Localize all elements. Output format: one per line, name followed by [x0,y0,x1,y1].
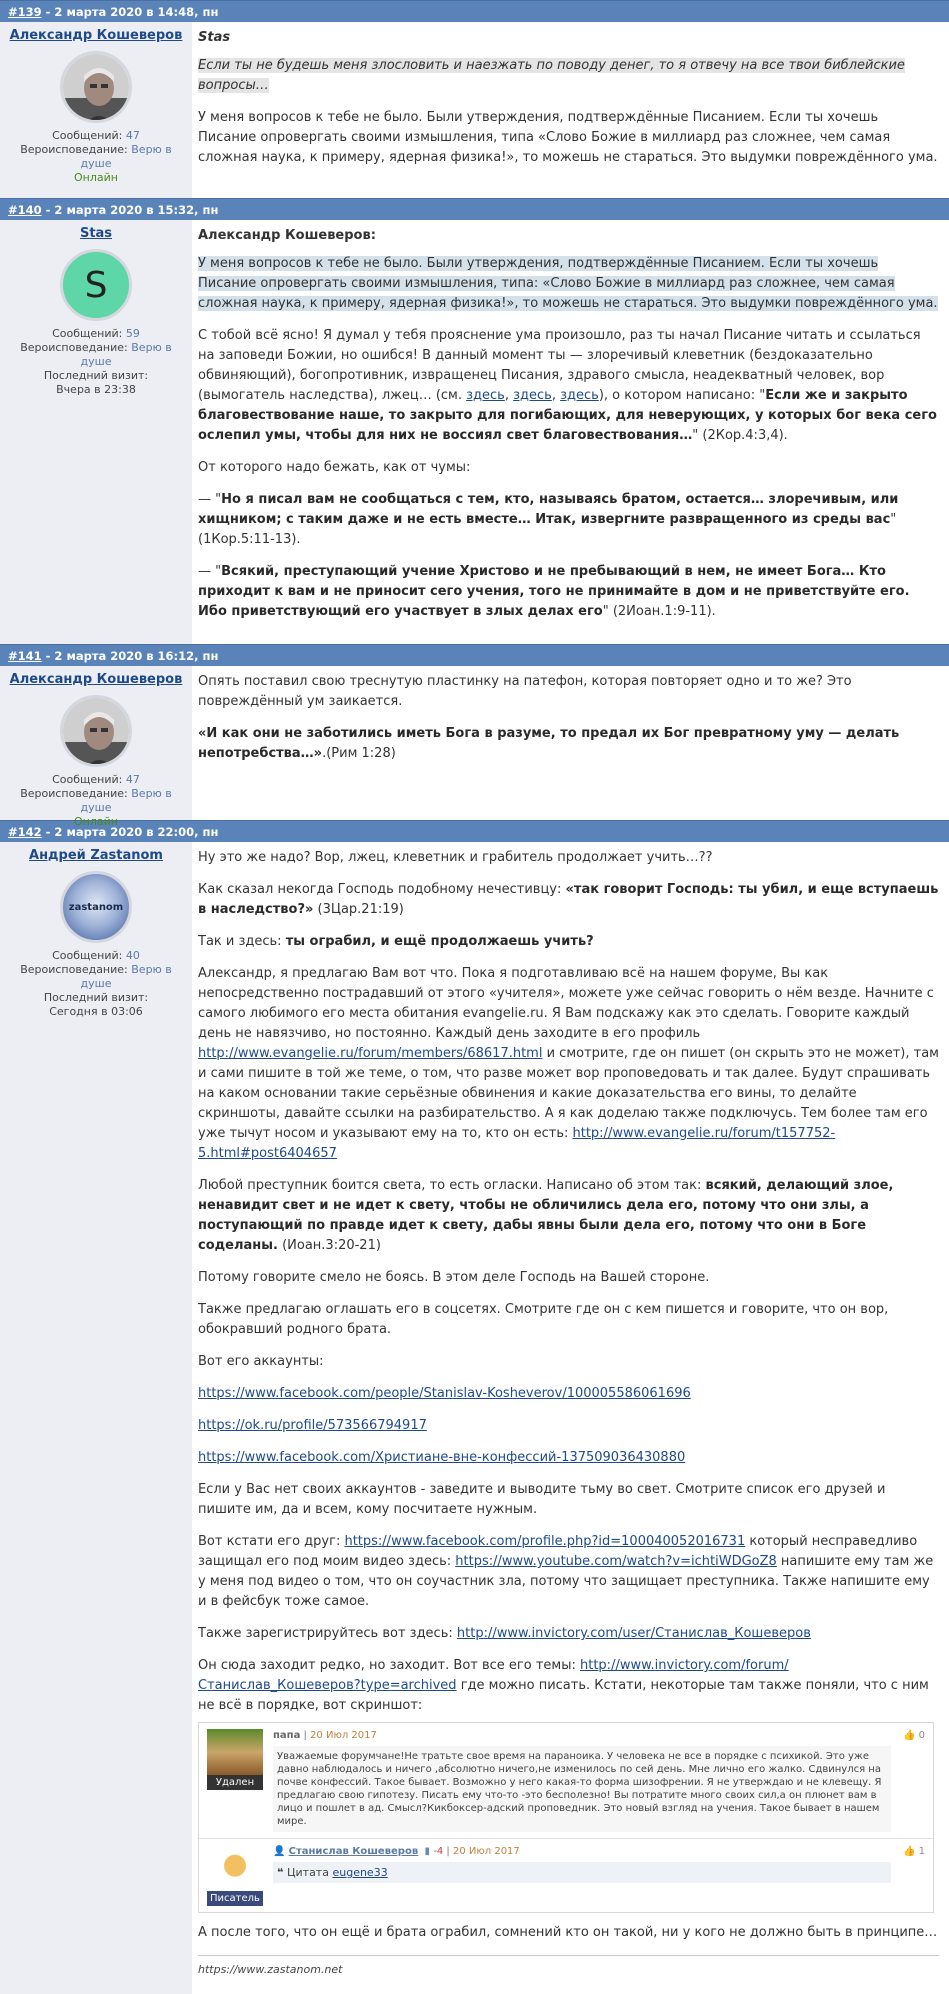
friend-profile-link[interactable]: https://www.facebook.com/profile.php?id=100040052016731 [344,1534,746,1549]
post-paragraph: — "Но я писал вам не сообщаться с тем, кто, называясь братом, остается… злоречивым, или хищником; с таким даже и не есть вместе… Итак, извергните развращенного из среды вас" (1Кор.5:11-13). [198,492,899,547]
messages-count: 47 [125,773,140,786]
post-content [192,842,949,1994]
avatar[interactable] [60,871,132,943]
post [0,842,949,1994]
quote-icon: ❝ [277,1866,284,1879]
bear-avatar-icon [207,1729,263,1775]
post-paragraph: Любой преступник боится света, то есть огласки. Написано об этом так: всякий, делающий злое, ненавидит свет и не идет к свету, чтобы не обличились дела его, потому что они злы, а поступающий по правде идет к свету, дабы явны были дела его, потому что они в Боге соделаны. (Иоан.3:20-21) [198,1178,894,1253]
post-content [192,666,949,820]
screenshot-quote: ❝ Цитата eugene33 [273,1862,891,1883]
youtube-video-link[interactable]: https://www.youtube.com/watch?v=ichtiWDGoZ8 [455,1554,777,1569]
post-paragraph: А после того, что он ещё и брата ограбил, сомнений кто он такой, ни у кого не должно быть в принципе… [198,1925,938,1940]
here-link[interactable]: здесь [513,388,552,403]
thumb-up-icon: 👍 [902,1846,916,1857]
screenshot-avatar [207,1845,263,1906]
facebook-page-link[interactable]: https://www.facebook.com/Христиане-вне-конфессий-137509036430880 [198,1450,686,1465]
last-visit-value: Вчера в 23:38 [56,383,136,396]
user-tag: Писатель [207,1891,263,1906]
post-paragraph: Вот его аккаунты: [198,1354,324,1369]
post-paragraph: Потому говорите смело не боясь. В этом деле Господь на Вашей стороне. [198,1270,710,1285]
faith-label: Вероисповедание: [20,341,128,354]
post-paragraph: Как сказал некогда Господь подобному нечестивцу: «так говорит Господь: ты убил, и еще вступаешь в наследство?» (3Цар.21:19) [198,882,939,917]
faith-value: Верю в душе [80,341,172,368]
messages-label: Сообщений: [52,949,123,962]
messages-count: 40 [125,949,140,962]
post-header [0,644,949,666]
online-status: Онлайн [74,171,118,184]
screenshot-avatar [207,1729,263,1832]
post-content [192,220,949,644]
post-date: - 2 марта 2020 в 22:00, пн [41,825,219,839]
here-link[interactable]: здесь [560,388,599,403]
last-visit-label: Последний визит: [43,991,149,1004]
avatar[interactable] [60,695,132,767]
user-tag: Удален [207,1775,263,1790]
post-number-link[interactable]: #139 [8,5,42,19]
post-paragraph: Так и здесь: ты ограбил, и ещё продолжаешь учить? [198,934,594,949]
post-paragraph: Ну это же надо? Вор, лжец, клеветник и грабитель продолжает учить…?? [198,850,713,865]
screenshot-date: 20 Июл 2017 [452,1846,520,1857]
author-name-link[interactable]: Александр Кошеверов [9,28,183,43]
author-name-link[interactable]: Александр Кошеверов [9,672,183,687]
messages-label: Сообщений: [52,129,123,142]
post [0,22,949,198]
author-panel [0,842,192,1994]
author-panel [0,666,192,820]
post-paragraph: Также предлагаю оглашать его в соцсетях. Смотрите где он с кем пишется и говорите, что он вор, обокравший родного брата. [198,1302,889,1337]
messages-count: 47 [125,129,140,142]
faith-value: Верю в душе [80,963,172,990]
post-header [0,0,949,22]
post-paragraph: От которого надо бежать, как от чумы: [198,460,471,475]
author-panel [0,220,192,644]
screenshot-comment: Удален папа | 20 Июл 2017 Уважаемые форумчане!Не тратьте свое время на параноика. У человека не все в порядке с психикой. Это уже давно наблюдалось и ничего ,абсолютно ничего,не изменилось по сей день. Мне лично его жалко. Сдвинулся на почве конфессий. Такое бывает. Возможно у него какая-то форма шизофрении. Я не утверждаю и не клевещу. Я предлагаю свою гипотезу. Писать ему что-то -это бесполезно! Вы потратите много своих сил,а он плюнет вам в лицо и пошлет в ад. Смысл?Кикбоксер-адский проповедник. Это новый взгляд на учения. Такое бывает в нашем мире. 👍 0 [199,1723,933,1839]
post-paragraph: Вот кстати его друг: https://www.facebook.com/profile.php?id=100040052016731 который несправедливо защищал его под моим видео здесь: https://www.youtube.com/watch?v=ichtiWDGoZ8 напишите ему там же у меня под видео о том, что он соучастник зла, потому что защищает преступника. Также напишите ему и в фейсбук тоже самое. [198,1534,934,1609]
thumb-up-icon: 👍 [902,1730,916,1741]
screenshot-comment: Писатель 👤 Станислав Кошеверов ▮ -4 | 20 Июл 2017 ❝ Цитата eugene33 👍 1 [199,1839,933,1912]
evangelie-profile-link[interactable]: http://www.evangelie.ru/forum/members/68617.html [198,1046,543,1061]
faith-label: Вероисповедание: [20,787,128,800]
author-panel [0,22,192,198]
evangelie-thread-link[interactable]: http://www.evangelie.ru/forum/t157752-5.html#post6404657 [198,1126,836,1161]
facebook-account-link[interactable]: https://www.facebook.com/people/Stanislav-Kosheverov/100005586061696 [198,1386,691,1401]
signature: https://www.zastanom.net [198,1955,939,1980]
messages-count: 59 [125,327,140,340]
post-date: - 2 марта 2020 в 14:48, пн [41,5,219,19]
user-photo-icon [207,1845,263,1891]
faith-value: Верю в душе [80,787,172,814]
post-number-link[interactable]: #140 [8,203,42,217]
screenshot-nick-link[interactable]: Станислав Кошеверов [288,1846,419,1857]
embedded-screenshot [198,1722,934,1913]
post-paragraph: Опять поставил свою треснутую пластинку на патефон, которая повторяет одно и то же? Это повреждённый ум заикается. [198,674,852,709]
faith-value: Верю в душе [80,143,172,170]
post-paragraph: — "Всякий, преступающий учение Христово и не пребывающий в нем, не имеет Бога… Кто приходит к вам и не приносит сего учения, того не принимайте в дом и не приветствуйте его. Ибо приветствующий его участвует в злых делах его" (2Иоан.1:9-11). [198,564,910,619]
rating-icon: ▮ [424,1846,431,1857]
post-date: - 2 марта 2020 в 16:12, пн [41,649,219,663]
post [0,220,949,644]
avatar[interactable] [60,51,132,123]
post-paragraph: Александр, я предлагаю Вам вот что. Пока я подготавливаю всё на нашем форуме, Вы как непосредственно пострадавший от этого «учителя», можете уже сейчас говорить о нём везде. Начните с самого любимого его места обитания evangelie.ru. Я Вам подскажу как это сделать. Говорите каждый день не навязчиво, но постоянно. Каждый день заходите в его профиль http://www.evangelie.ru/forum/members/68617.html и смотрите, где он пишет (он скрыть это не может), там и сами пишите в той же теме, о том, что разве может вор проповедовать и так далее. Будут спрашивать на каком основании такие серьёзные обвинения и какие доказательства его вины, то делайте скриншоты, давайте ссылки на разбирательство. А я как доделаю также подключусь. Тем более там его уже тычут носом и указывают ему на то, кто он есть: http://www.evangelie.ru/forum/t157752-5.html#post6404657 [198,966,939,1161]
author-name-link[interactable]: Андрей Zastanom [29,848,163,863]
screenshot-date: 20 Июл 2017 [310,1730,377,1741]
screenshot-comment-text: Уважаемые форумчане!Не тратьте свое время на параноика. У человека не все в порядке с психикой. Это уже давно наблюдалось и ничего ,абсолютно ничего,не изменилось по сей день. Мне лично его жалко. Сдвинулся на почве конфессий. Такое бывает. Возможно у него какая-то форма шизофрении. Я не утверждаю и не клевещу. Я предлагаю свою гипотезу. Писать ему что-то -это бесполезно! Вы потратите много своих сил,а он плюнет вам в лицо и пошлет в ад. Смысл?Кикбоксер-адский проповедник. Это новый взгляд на учения. Такое бывает в нашем мире. [273,1746,891,1832]
avatar-logo-text: zastanom [68,901,124,913]
author-name-link[interactable]: Stas [79,226,113,241]
post-date: - 2 марта 2020 в 15:32, пн [41,203,219,217]
user-icon: 👤 [273,1846,286,1857]
last-visit-value: Сегодня в 03:06 [49,1005,143,1018]
user-photo-icon [63,54,132,123]
quote-author: Александр Кошеверов: [198,228,376,243]
post-content [192,22,949,198]
post-header [0,198,949,220]
post-paragraph: Также зарегистрируйтесь вот здесь: http://www.invictory.com/user/Станислав_Кошеверов [198,1626,811,1641]
avatar-letter: S [84,264,108,306]
last-visit-label: Последний визит: [43,369,149,382]
post-number-link[interactable]: #141 [8,649,42,663]
like-counter: 👍 1 [902,1846,925,1857]
post-header [0,820,949,842]
invictory-topics-link[interactable]: http://www.invictory.com/forum/Станислав_Кошеверов?type=archived [198,1658,789,1693]
user-photo-icon [63,698,132,767]
quote-text: У меня вопросов к тебе не было. Были утверждения, подтверждённые Писанием. Если ты хочешь Писание опровергать своими измышления, типа: «Слово Божие в миллиард раз сложнее, чем самая сложная наука, к примеру, ядерная физика!», то можешь не стараться. Это выдумки повреждённого ума. [198,256,938,311]
post-paragraph: «И как они не заботились иметь Бога в разуме, то предал их Бог превратному уму — делать непотребства…».(Рим 1:28) [198,726,900,761]
screenshot-score: -4 [433,1846,444,1857]
post [0,666,949,820]
like-counter: 👍 0 [902,1730,925,1741]
post-number-link[interactable]: #142 [8,825,42,839]
faith-label: Вероисповедание: [20,963,128,976]
post-paragraph: Он сюда заходит редко, но заходит. Вот все его темы: http://www.invictory.com/forum/Станислав_Кошеверов?type=archived где можно писать. Кстати, некоторые там также поняли, что с ним не всё в порядке, вот скриншот: [198,1658,929,1713]
messages-label: Сообщений: [52,327,123,340]
post-paragraph: Если у Вас нет своих аккаунтов - заведите и выводите тьму во свет. Смотрите список его друзей и пишите им, да и всем, кому посчитаете нужным. [198,1482,886,1517]
messages-label: Сообщений: [52,773,123,786]
quote-text: Если ты не будешь меня злословить и наезжать по поводу денег, то я отвечу на все твои библейские вопросы… [198,58,905,93]
quote-author: Stas [198,30,231,45]
ok-account-link[interactable]: https://ok.ru/profile/573566794917 [198,1418,427,1433]
post-text: У меня вопросов к тебе не было. Были утверждения, подтверждённые Писанием. Если ты хочешь Писание опровергать своими измышления, типа «Слово Божие в миллиард раз сложнее, чем самая сложная наука, к примеру, ядерная физика!», то можешь не стараться. Это выдумки повреждённого ума. [198,110,938,165]
invictory-user-link[interactable]: http://www.invictory.com/user/Станислав_Кошеверов [456,1626,811,1641]
post-paragraph: С тобой всё ясно! Я думал у тебя прояснение ума произошло, раз ты начал Писание читать и ссылаться на заповеди Божии, но ошибся! В данный момент ты — злоречивый клеветник (бездоказательно обвиняющий), богопротивник, извращенец Писания, здравого смысла, неадекватный человек, вор (вымогатель наследства), лжец… (см. здесь, здесь, здесь), о котором написано: "Если же и закрыто благовествование наше, то закрыто для погибающих, для неверующих, у которых бог века сего ослепил умы, чтобы для них не воссиял свет благовествования…" (2Кор.4:3,4). [198,328,937,443]
avatar[interactable] [60,249,132,321]
faith-label: Вероисповедание: [20,143,128,156]
here-link[interactable]: здесь [466,388,505,403]
screenshot-nick: папа [273,1730,301,1741]
